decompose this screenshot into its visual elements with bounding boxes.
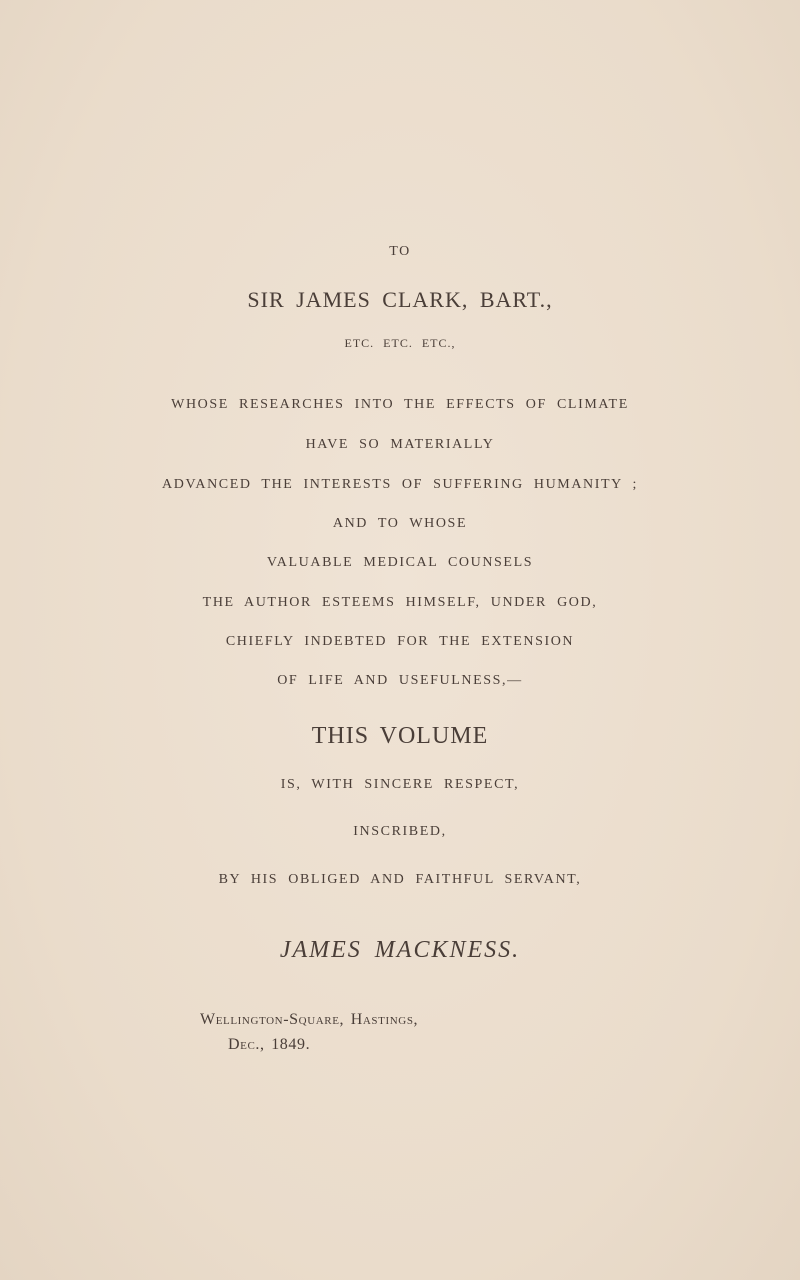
- author-name: JAMES MACKNESS.: [279, 937, 521, 963]
- dedication-line-5: VALUABLE MEDICAL COUNSELS: [266, 555, 534, 570]
- dedication-line-6: THE AUTHOR ESTEEMS HIMSELF, UNDER GOD,: [202, 595, 598, 610]
- dedication-to: TO: [389, 244, 411, 259]
- dedication-line-1: WHOSE RESEARCHES INTO THE EFFECTS OF CLIMATE: [171, 397, 629, 412]
- servant-line: BY HIS OBLIGED AND FAITHFUL SERVANT,: [218, 872, 582, 887]
- dedication-line-3: ADVANCED THE INTERESTS OF SUFFERING HUMANITY ;: [162, 477, 638, 492]
- this-volume: THIS VOLUME: [311, 723, 489, 749]
- dedication-line-4: AND TO WHOSE: [332, 516, 468, 531]
- dedication-line-2: HAVE SO MATERIALLY: [305, 437, 495, 452]
- dedicatee-name: SIR JAMES CLARK, BART.,: [247, 287, 553, 312]
- respect-line: IS, WITH SINCERE RESPECT,: [280, 777, 520, 792]
- date-line: Dec., 1849.: [228, 1036, 311, 1053]
- inscribed-line: INSCRIBED,: [353, 824, 447, 839]
- dedication-line-8: OF LIFE AND USEFULNESS,—: [277, 673, 523, 688]
- dedicatee-etc: ETC. ETC. ETC.,: [344, 336, 456, 350]
- dedication-line-7: CHIEFLY INDEBTED FOR THE EXTENSION: [225, 634, 575, 649]
- place-line: Wellington-Square, Hastings,: [200, 1011, 419, 1028]
